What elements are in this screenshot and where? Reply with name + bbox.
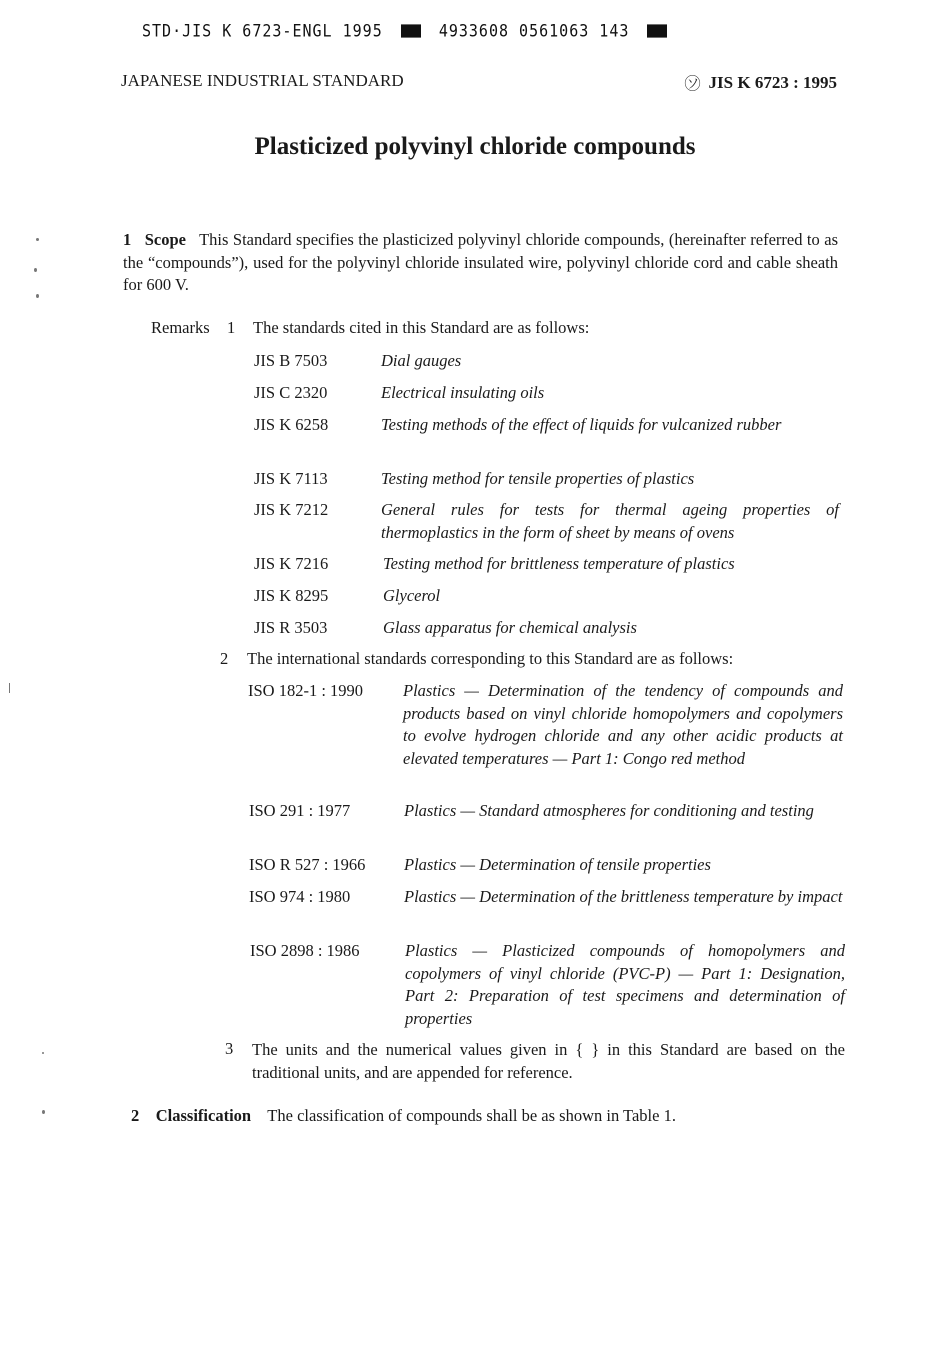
scope-text: This Standard specifies the plasticized polyvinyl chloride compounds, (hereinafter referred to as the “compounds”), used for the polyvinyl chloride insulated wire, polyvinyl chloride cord and cable sheath for 600 V. bbox=[123, 230, 838, 294]
standard-code: JIS K 8295 bbox=[254, 586, 329, 605]
standard-title: Glass apparatus for chemical analysis bbox=[383, 618, 637, 637]
standard-code: JIS K 7212 bbox=[254, 500, 329, 519]
stamp-text-2: 4933608 0561063 143 bbox=[438, 21, 630, 41]
standard-title: Electrical insulating oils bbox=[381, 383, 545, 402]
jis-mark-icon: ㋞ bbox=[684, 76, 701, 93]
remark-1-intro: The standards cited in this Standard are as follows: bbox=[253, 318, 590, 337]
standard-code: JIS K 7216 bbox=[254, 554, 329, 573]
scan-speck bbox=[9, 683, 10, 693]
classification-text: The classification of compounds shall be as shown in Table 1. bbox=[267, 1106, 676, 1125]
standard-code: JIS K 7113 bbox=[254, 469, 328, 488]
remark-1-number: 1 bbox=[227, 318, 236, 337]
remark-2-intro: The international standards corresponding to this Standard are as follows: bbox=[247, 649, 734, 668]
standard-title: Plastics — Standard atmospheres for conditioning and testing bbox=[404, 801, 814, 820]
standard-title: Testing method for brittleness temperature of plastics bbox=[383, 554, 735, 573]
scope-heading: Scope bbox=[144, 230, 186, 249]
stamp-block-right bbox=[647, 24, 667, 37]
scope-section bbox=[123, 229, 838, 297]
scan-speck bbox=[36, 238, 39, 241]
standard-code: ISO 182-1 : 1990 bbox=[248, 681, 364, 700]
standard-code: ISO R 527 : 1966 bbox=[249, 855, 366, 874]
scan-speck bbox=[42, 1052, 44, 1054]
stamp-block-left bbox=[401, 24, 421, 37]
standard-title: Testing methods of the effect of liquids for vulcanized rubber bbox=[381, 415, 782, 434]
standard-number-text: JIS K 6723 : 1995 bbox=[708, 72, 837, 92]
standard-code: ISO 2898 : 1986 bbox=[250, 941, 360, 960]
standard-title: Testing method for tensile properties of plastics bbox=[381, 469, 695, 488]
standard-title: Plastics — Determination of the tendency of compounds and products based on vinyl chloride homopolymers and copolymers to evolve hydrogen chloride and any other acidic products at elevated temperatures — Part 1: Congo red method bbox=[403, 681, 843, 768]
standard-code: ISO 974 : 1980 bbox=[249, 887, 351, 906]
standard-title: Glycerol bbox=[383, 586, 441, 605]
standard-title: Plastics — Determination of tensile properties bbox=[404, 855, 711, 874]
classification-heading: Classification bbox=[155, 1106, 252, 1125]
classification-number: 2 bbox=[131, 1106, 140, 1125]
standard-title: Dial gauges bbox=[381, 351, 462, 370]
standard-body-label: JAPANESE INDUSTRIAL STANDARD bbox=[121, 71, 404, 90]
standard-code: JIS B 7503 bbox=[254, 351, 328, 370]
standard-code: ISO 291 : 1977 bbox=[249, 801, 351, 820]
classification-section bbox=[131, 1106, 676, 1126]
standard-code: JIS K 6258 bbox=[254, 415, 329, 434]
remarks-word: Remarks bbox=[151, 318, 210, 337]
scope-number: 1 bbox=[123, 230, 132, 249]
scan-speck bbox=[34, 268, 37, 272]
remark-2-number: 2 bbox=[220, 649, 229, 668]
remarks-label bbox=[151, 318, 210, 338]
stamp-text-1: STD·JIS K 6723-ENGL 1995 bbox=[142, 21, 383, 41]
scan-speck bbox=[42, 1110, 45, 1114]
remark-3-text: The units and the numerical values given in { } in this Standard are based on the traditional units, and are appended for reference. bbox=[252, 1040, 845, 1082]
standard-number bbox=[685, 71, 837, 94]
document-title: Plasticized polyvinyl chloride compounds bbox=[254, 133, 696, 160]
scan-speck bbox=[36, 294, 39, 298]
standard-title: Plastics — Plasticized compounds of homopolymers and copolymers of vinyl chloride (PVC-P) — Part 1: Designation, Part 2: Preparation of test specimens and determination of properties bbox=[405, 941, 845, 1028]
standard-code: JIS C 2320 bbox=[254, 383, 328, 402]
remark-3-number: 3 bbox=[225, 1039, 234, 1058]
document-stamp bbox=[142, 21, 675, 41]
standard-title: Plastics — Determination of the brittleness temperature by impact bbox=[404, 887, 843, 906]
standard-title: General rules for tests for thermal ageing properties of thermoplastics in the form of sheet by means of ovens bbox=[381, 500, 839, 542]
standard-code: JIS R 3503 bbox=[254, 618, 328, 637]
